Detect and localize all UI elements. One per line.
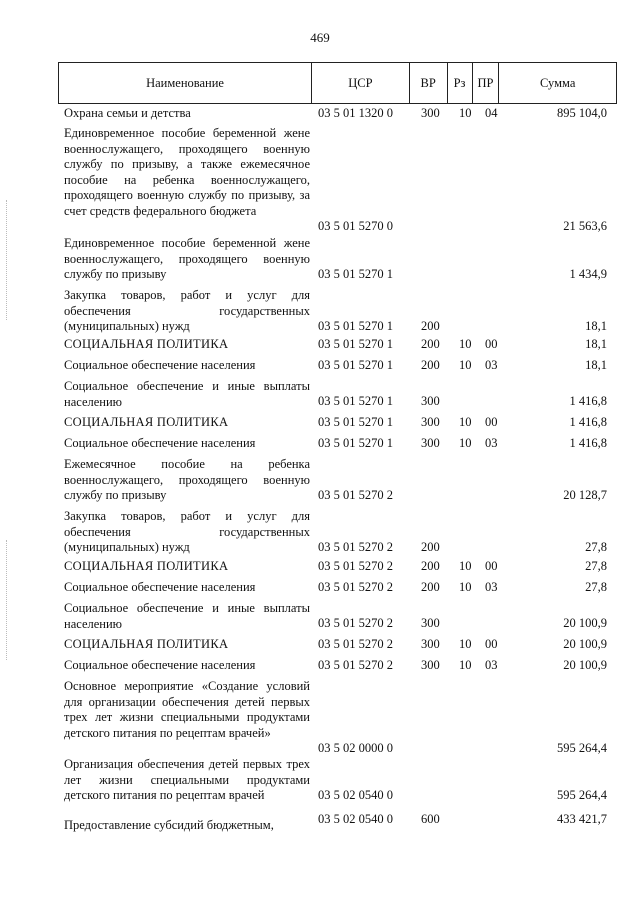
row-pr: 03 — [485, 658, 498, 672]
table-row — [58, 509, 617, 557]
row-sum: 20 128,7 — [563, 488, 607, 502]
row-pr: 04 — [485, 106, 498, 120]
row-pr: 03 — [485, 436, 498, 450]
row-rz: 10 — [459, 559, 472, 573]
row-csr: 03 5 02 0540 0 — [318, 812, 393, 826]
row-sum: 895 104,0 — [557, 106, 607, 120]
row-vr: 200 — [421, 337, 440, 351]
row-name: Ежемесячное пособие на ребенка военнослужащего, проходящего военную службу по призыву — [64, 457, 310, 502]
table-row — [58, 457, 617, 505]
row-sum: 1 434,9 — [569, 267, 607, 281]
table-row — [58, 288, 617, 336]
row-name: СОЦИАЛЬНАЯ ПОЛИТИКА — [64, 637, 229, 651]
row-vr: 200 — [421, 319, 440, 333]
header-name: Наименование — [59, 63, 312, 103]
row-vr: 300 — [421, 616, 440, 630]
row-vr: 300 — [421, 415, 440, 429]
table-row — [58, 559, 617, 577]
table-row — [58, 580, 617, 598]
table-row — [58, 679, 617, 759]
row-csr: 03 5 01 5270 1 — [318, 415, 393, 429]
row-name: СОЦИАЛЬНАЯ ПОЛИТИКА — [64, 559, 229, 573]
row-rz: 10 — [459, 337, 472, 351]
row-sum: 433 421,7 — [557, 812, 607, 826]
row-vr: 200 — [421, 358, 440, 372]
table-row — [58, 236, 617, 284]
row-vr: 300 — [421, 637, 440, 651]
row-rz: 10 — [459, 580, 472, 594]
row-vr: 200 — [421, 559, 440, 573]
table-row — [58, 126, 617, 236]
row-sum: 18,1 — [585, 319, 607, 333]
row-sum: 1 416,8 — [569, 415, 607, 429]
row-csr: 03 5 01 1320 0 — [318, 106, 393, 120]
row-vr: 300 — [421, 394, 440, 408]
row-pr: 00 — [485, 337, 498, 351]
row-csr: 03 5 01 5270 2 — [318, 637, 393, 651]
scan-edge-mark — [6, 200, 8, 320]
table-row — [58, 757, 617, 805]
row-csr: 03 5 01 5270 1 — [318, 358, 393, 372]
row-csr: 03 5 02 0540 0 — [318, 788, 393, 802]
row-pr: 00 — [485, 415, 498, 429]
table-row — [58, 812, 617, 846]
table-row — [58, 358, 617, 376]
row-name: Социальное обеспечение населения — [64, 358, 256, 372]
header-sum: Сумма — [540, 75, 576, 90]
row-name: Социальное обеспечение населения — [64, 436, 256, 450]
row-sum: 21 563,6 — [563, 219, 607, 233]
row-sum: 595 264,4 — [557, 788, 607, 802]
row-name: СОЦИАЛЬНАЯ ПОЛИТИКА — [64, 337, 229, 351]
row-pr: 00 — [485, 637, 498, 651]
row-csr: 03 5 01 5270 2 — [318, 540, 393, 554]
row-csr: 03 5 01 5270 0 — [318, 219, 393, 233]
row-rz: 10 — [459, 637, 472, 651]
row-csr: 03 5 02 0000 0 — [318, 741, 393, 755]
table-row — [58, 658, 617, 676]
row-csr: 03 5 01 5270 1 — [318, 394, 393, 408]
row-sum: 595 264,4 — [557, 741, 607, 755]
row-name: Единовременное пособие беременной жене военнослужащего, проходящего военную службу по призыву, а также ежемесячное пособие на ребенка военнослужащего, проходящего военную службу по призыву, за счет средств федерального бюджета — [64, 126, 310, 218]
table-row — [58, 106, 617, 124]
row-sum: 1 416,8 — [569, 394, 607, 408]
row-name: Социальное обеспечение населения — [64, 658, 256, 672]
table-row — [58, 436, 617, 454]
row-sum: 20 100,9 — [563, 616, 607, 630]
row-vr: 200 — [421, 580, 440, 594]
row-name: Закупка товаров, работ и услуг для обеспечения государственных (муниципальных) нужд — [64, 288, 310, 333]
row-rz: 10 — [459, 106, 472, 120]
table-header — [58, 62, 617, 104]
row-csr: 03 5 01 5270 2 — [318, 658, 393, 672]
row-rz: 10 — [459, 358, 472, 372]
row-sum: 18,1 — [585, 337, 607, 351]
row-vr: 200 — [421, 540, 440, 554]
row-name: Предоставление субсидий бюджетным, — [64, 818, 274, 832]
row-vr: 300 — [421, 658, 440, 672]
row-name: Единовременное пособие беременной жене военнослужащего, проходящего военную службу по призыву — [64, 236, 310, 281]
row-vr: 600 — [421, 812, 440, 826]
row-sum: 20 100,9 — [563, 658, 607, 672]
table-row — [58, 601, 617, 635]
row-name: Закупка товаров, работ и услуг для обеспечения государственных (муниципальных) нужд — [64, 509, 310, 554]
row-pr: 03 — [485, 580, 498, 594]
row-name: Социальное обеспечение и иные выплаты населению — [64, 601, 310, 631]
row-csr: 03 5 01 5270 1 — [318, 319, 393, 333]
row-name: Основное мероприятие «Создание условий для организации обеспечения детей первых трех лет жизни специальными продуктами детского питания по рецептам врачей» — [64, 679, 310, 740]
row-sum: 27,8 — [585, 559, 607, 573]
header-pr: ПР — [473, 63, 500, 103]
header-rz: Рз — [448, 63, 473, 103]
row-csr: 03 5 01 5270 2 — [318, 488, 393, 502]
row-sum: 27,8 — [585, 580, 607, 594]
row-vr: 300 — [421, 106, 440, 120]
row-sum: 18,1 — [585, 358, 607, 372]
row-rz: 10 — [459, 658, 472, 672]
row-csr: 03 5 01 5270 1 — [318, 436, 393, 450]
row-name: Социальное обеспечение населения — [64, 580, 256, 594]
row-rz: 10 — [459, 415, 472, 429]
row-csr: 03 5 01 5270 2 — [318, 616, 393, 630]
row-csr: 03 5 01 5270 2 — [318, 559, 393, 573]
scan-edge-mark — [6, 540, 8, 660]
table-row — [58, 337, 617, 355]
row-name: Охрана семьи и детства — [64, 106, 191, 120]
table-row — [58, 415, 617, 433]
row-sum: 20 100,9 — [563, 637, 607, 651]
header-vr: ВР — [410, 63, 448, 103]
row-sum: 1 416,8 — [569, 436, 607, 450]
row-name: СОЦИАЛЬНАЯ ПОЛИТИКА — [64, 415, 229, 429]
row-pr: 00 — [485, 559, 498, 573]
row-vr: 300 — [421, 436, 440, 450]
row-name: Организация обеспечения детей первых трех лет жизни специальными продуктами детского питания по рецептам врачей — [64, 757, 310, 802]
header-csr: ЦСР — [312, 63, 410, 103]
row-rz: 10 — [459, 436, 472, 450]
row-pr: 03 — [485, 358, 498, 372]
row-sum: 27,8 — [585, 540, 607, 554]
table-row — [58, 379, 617, 413]
table-row — [58, 637, 617, 655]
row-csr: 03 5 01 5270 1 — [318, 267, 393, 281]
row-csr: 03 5 01 5270 1 — [318, 337, 393, 351]
row-csr: 03 5 01 5270 2 — [318, 580, 393, 594]
row-name: Социальное обеспечение и иные выплаты населению — [64, 379, 310, 409]
page-number: 469 — [310, 30, 330, 45]
